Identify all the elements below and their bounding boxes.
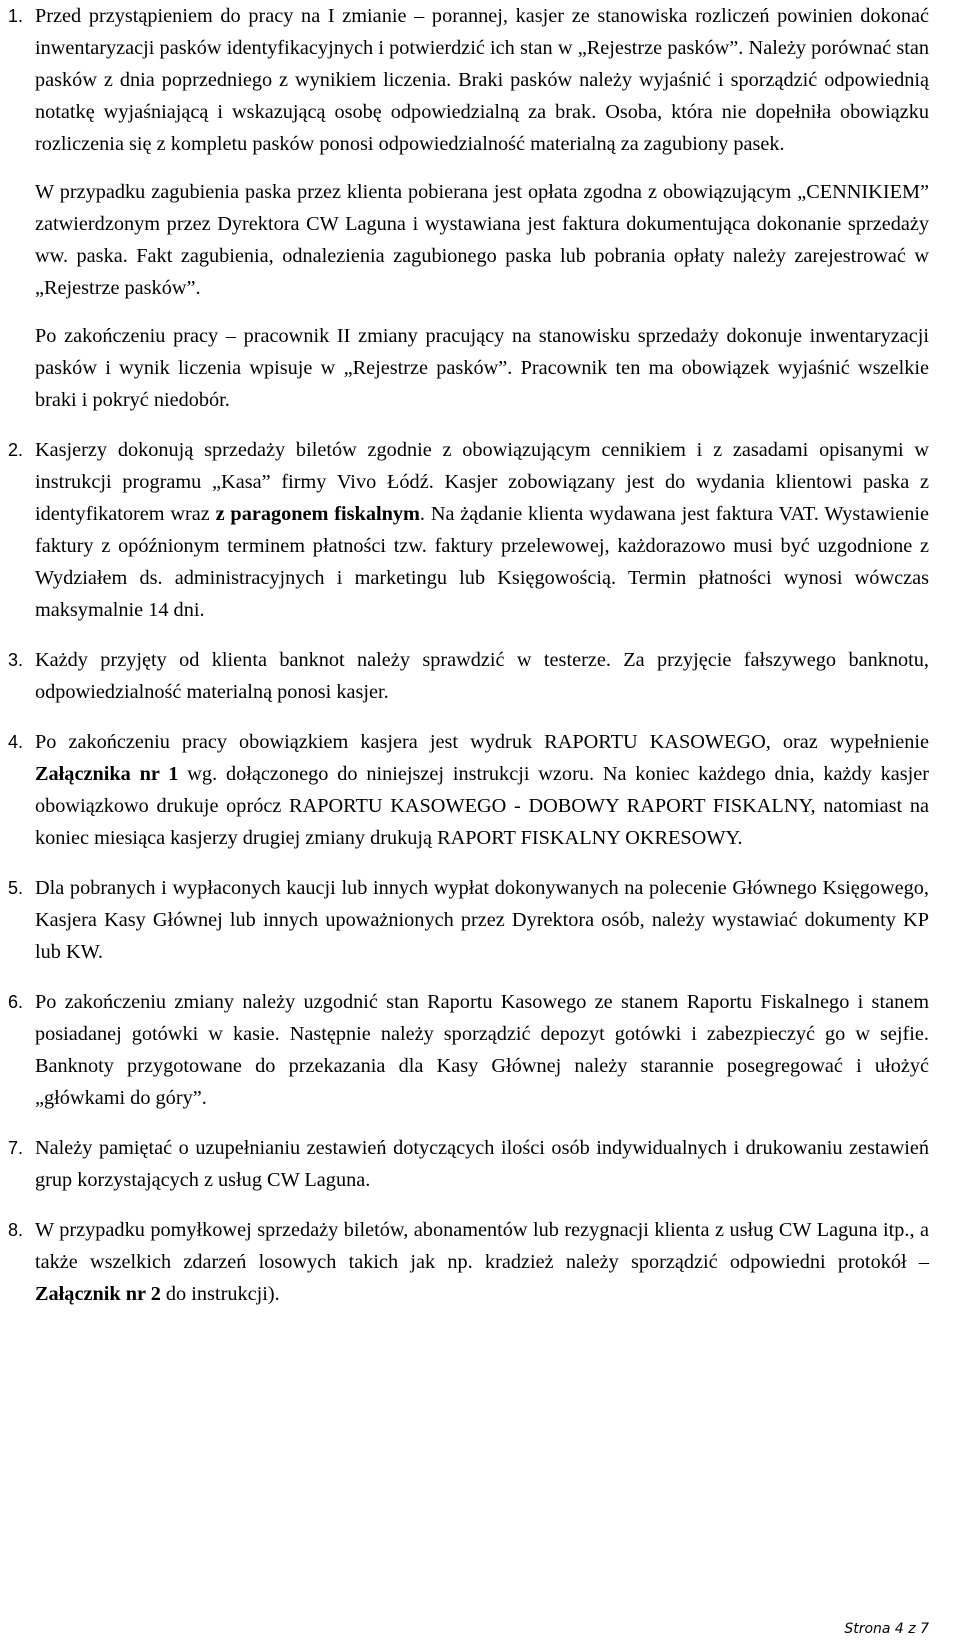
item-number: 8.	[8, 1220, 24, 1240]
paragraph: Należy pamiętać o uzupełnianiu zestawień dotyczących ilości osób indywidualnych i drukowaniu zestawień grup korzystających z usług CW Laguna.	[35, 1137, 929, 1191]
paragraph: Przed przystąpieniem do pracy na I zmianie – porannej, kasjer ze stanowiska rozliczeń powinien dokonać inwentaryzacji pasków identyfikacyjnych i potwierdzić ich stan w „Rejestrze pasków”. Należy porównać stan pasków z dnia poprzedniego z wynikiem liczenia. Braki pasków należy wyjaśnić i sporządzić odpowiednią notatkę wyjaśniającą i wskazującą osobę odpowiedzialną za brak. Osoba, która nie dopełniła obowiązku rozliczenia się z kompletu pasków ponosi odpowiedzialność materialną za zagubiony pasek.	[35, 5, 929, 155]
paragraph	[35, 1214, 929, 1310]
bold-text: Załącznika nr 1	[35, 763, 179, 785]
item-number: 7.	[8, 1138, 24, 1158]
item-number: 2.	[8, 440, 24, 460]
list-item-8	[8, 1214, 929, 1310]
bold-text: Załącznik nr 2	[35, 1283, 161, 1305]
text-segment: . Na żądanie klienta wydawana jest faktura VAT. Wystawienie faktury z opóźnionym terminem płatności tzw. faktury przelewowej, każdorazowo musi być uzgodnione z Wydziałem ds. administracyjnych i marketingu lub Księgowością. Termin płatności wynosi wówczas maksymalnie 14 dni.	[35, 503, 929, 621]
list-item-7	[8, 1132, 929, 1196]
list-item-4	[8, 726, 929, 854]
bold-text: z paragonem fiskalnym	[215, 503, 420, 525]
item-number: 4.	[8, 732, 24, 752]
page-number: Strona 4 z 7	[844, 1621, 929, 1637]
list-item-6	[8, 986, 929, 1114]
item-number: 6.	[8, 992, 24, 1012]
list-item-1	[8, 0, 929, 416]
text-segment: Kasjerzy dokonują sprzedaży biletów zgodnie z obowiązującym cennikiem i z zasadami opisanymi w instrukcji programu „Kasa” firmy Vivo Łódź. Kasjer zobowiązany jest do wydania klientowi paska z identyfikatorem wraz	[35, 439, 929, 525]
list-item-3	[8, 644, 929, 708]
instruction-list	[8, 0, 929, 1310]
paragraph	[35, 434, 929, 626]
text-segment: do instrukcji).	[160, 1283, 280, 1305]
paragraph	[35, 726, 929, 854]
paragraph: Po zakończeniu zmiany należy uzgodnić stan Raportu Kasowego ze stanem Raportu Fiskalnego i stanem posiadanej gotówki w kasie. Następnie należy sporządzić depozyt gotówki i zabezpieczyć go w sejfie. Banknoty przygotowane do przekazania dla Kasy Głównej należy starannie posegregować i ułożyć „główkami do góry”.	[35, 991, 929, 1109]
text-segment: wg. dołączonego do niniejszej instrukcji wzoru. Na koniec każdego dnia, każdy kasjer obowiązkowo drukuje oprócz RAPORTU KASOWEGO - DOBOWY RAPORT FISKALNY, natomiast na koniec miesiąca kasjerzy drugiej zmiany drukują RAPORT FISKALNY OKRESOWY.	[35, 763, 929, 849]
list-item-2	[8, 434, 929, 626]
item-number: 1.	[8, 6, 24, 26]
paragraph: Dla pobranych i wypłaconych kaucji lub innych wypłat dokonywanych na polecenie Głównego Księgowego, Kasjera Kasy Głównej lub innych upoważnionych przez Dyrektora osób, należy wystawiać dokumenty KP lub KW.	[35, 877, 929, 963]
paragraph: Po zakończeniu pracy – pracownik II zmiany pracujący na stanowisku sprzedaży dokonuje inwentaryzacji pasków i wynik liczenia wpisuje w „Rejestrze pasków”. Pracownik ten ma obowiązek wyjaśnić wszelkie braki i pokryć niedobór.	[35, 325, 929, 411]
text-segment: W przypadku pomyłkowej sprzedaży biletów, abonamentów lub rezygnacji klienta z usług CW Laguna itp., a także wszelkich zdarzeń losowych takich jak np. kradzież należy sporządzić odpowiedni protokół –	[35, 1219, 929, 1273]
paragraph: W przypadku zagubienia paska przez klienta pobierana jest opłata zgodna z obowiązującym „CENNIKIEM” zatwierdzonym przez Dyrektora CW Laguna i wystawiana jest faktura dokumentująca dokonanie sprzedaży ww. paska. Fakt zagubienia, odnalezienia zagubionego paska lub pobrania opłaty należy zarejestrować w „Rejestrze pasków”.	[35, 181, 929, 299]
paragraph: Każdy przyjęty od klienta banknot należy sprawdzić w testerze. Za przyjęcie fałszywego banknotu, odpowiedzialność materialną ponosi kasjer.	[35, 649, 929, 703]
list-item-5	[8, 872, 929, 968]
item-number: 3.	[8, 650, 24, 670]
text-segment: Po zakończeniu pracy obowiązkiem kasjera jest wydruk RAPORTU KASOWEGO, oraz wypełnienie	[35, 731, 929, 753]
item-number: 5.	[8, 878, 24, 898]
